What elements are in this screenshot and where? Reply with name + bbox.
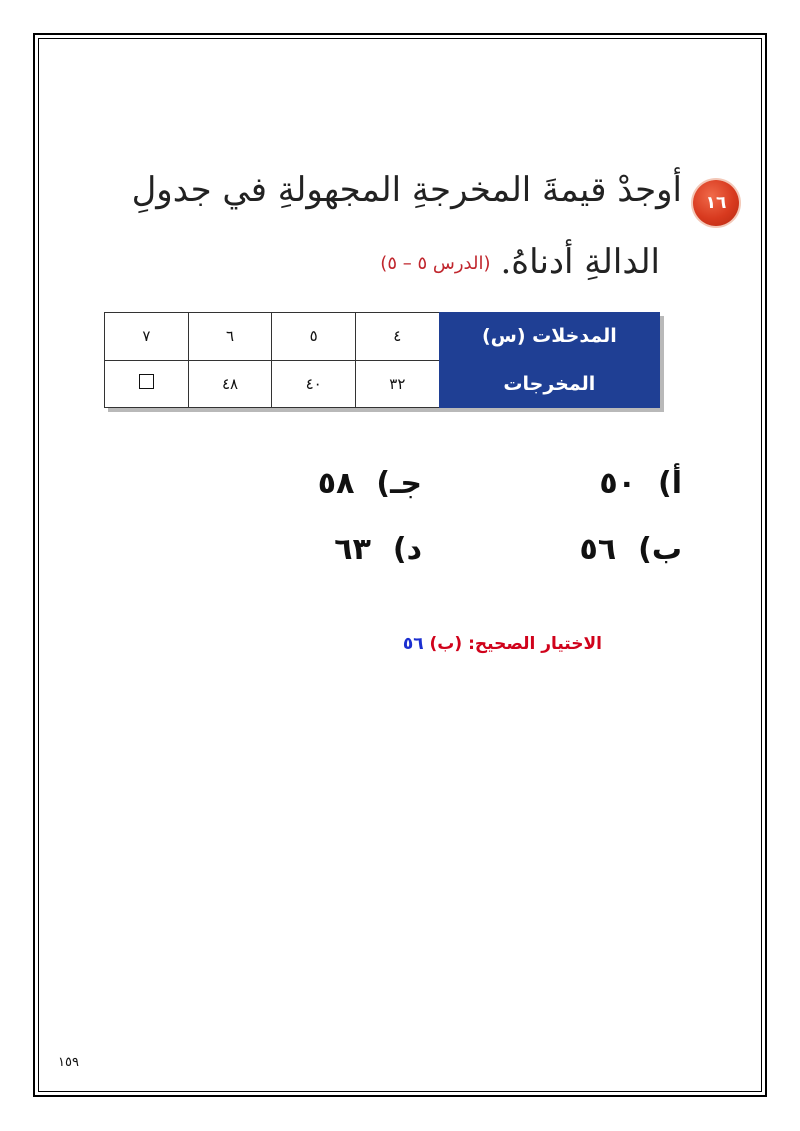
choice-letter: أ) bbox=[658, 466, 682, 501]
correct-answer bbox=[403, 634, 602, 654]
answer-value: ٥٦ bbox=[402, 634, 424, 654]
choice-c[interactable] bbox=[318, 466, 422, 501]
table-cell: ٥ bbox=[272, 313, 356, 361]
page-number: ١٥٩ bbox=[58, 1055, 79, 1070]
unknown-output-cell bbox=[105, 360, 189, 408]
table-cell: ٣٢ bbox=[356, 360, 440, 408]
table-row-header: المخرجات bbox=[439, 360, 659, 408]
table-cell: ٧ bbox=[105, 313, 189, 361]
choice-b[interactable] bbox=[580, 532, 682, 567]
table-cell: ٤٠ bbox=[272, 360, 356, 408]
question-number-badge bbox=[693, 180, 739, 226]
question-text-line1: أوجدْ قيمةَ المخرجةِ المجهولةِ في جدولِ bbox=[131, 170, 682, 210]
question-number: ١٦ bbox=[705, 193, 727, 213]
choice-a[interactable] bbox=[599, 466, 682, 501]
answer-choice: (ب) bbox=[429, 634, 463, 654]
choice-value: ٦٣ bbox=[334, 532, 371, 567]
choice-d[interactable] bbox=[334, 532, 422, 567]
choice-letter: جـ) bbox=[376, 466, 422, 501]
table-cell: ٤٨ bbox=[188, 360, 272, 408]
question-text-line2-main: الدالةِ أدناهُ. bbox=[500, 242, 660, 282]
table-cell: ٦ bbox=[188, 313, 272, 361]
choice-value: ٥٨ bbox=[317, 466, 355, 501]
question-text-line2 bbox=[380, 242, 660, 282]
table-cell: ٤ bbox=[356, 313, 440, 361]
function-table bbox=[104, 312, 660, 408]
choice-value: ٥٦ bbox=[579, 532, 617, 567]
table-row-inputs bbox=[105, 313, 660, 361]
table-row-outputs bbox=[105, 360, 660, 408]
choice-value: ٥٠ bbox=[599, 466, 636, 501]
choice-letter: ب) bbox=[638, 532, 682, 567]
table-row-header: المدخلات (س) bbox=[439, 313, 659, 361]
empty-box-icon bbox=[139, 374, 154, 389]
lesson-reference: (الدرس ٥ – ٥) bbox=[380, 253, 491, 274]
choice-letter: د) bbox=[392, 532, 422, 567]
answer-label: الاختيار الصحيح: bbox=[468, 634, 602, 654]
